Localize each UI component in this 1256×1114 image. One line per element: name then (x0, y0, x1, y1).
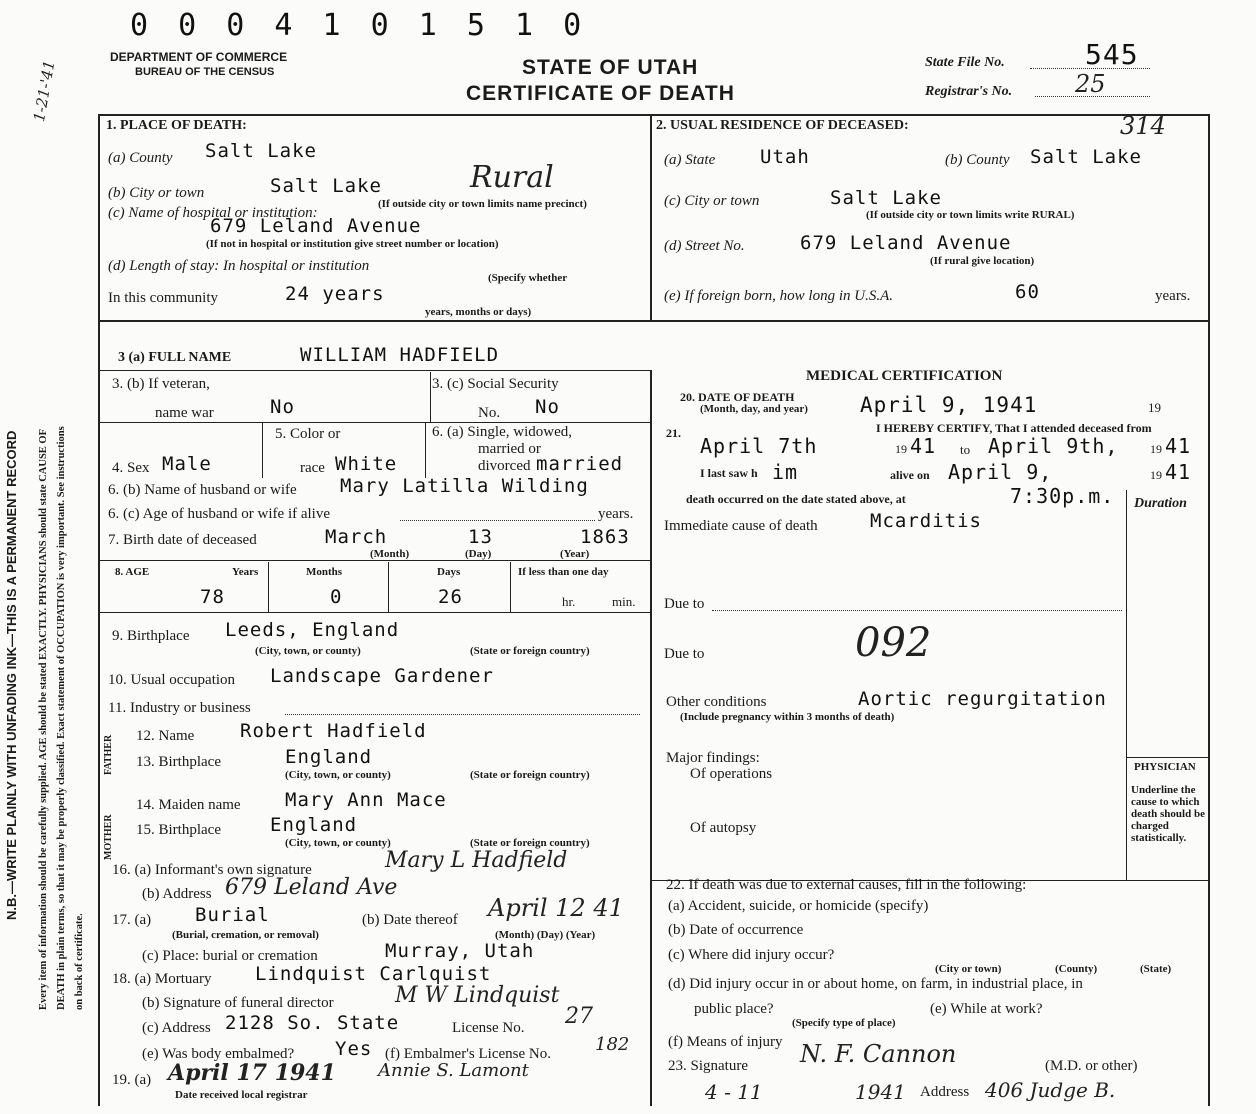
alive-on-date: April 9, (948, 460, 1053, 484)
war-label: name war (155, 405, 214, 421)
residence-number: 314 (1120, 112, 1166, 140)
industry-label: 11. Industry or business (108, 700, 251, 716)
mother-birthplace-value: England (270, 814, 358, 836)
res-state-value: Utah (760, 146, 810, 168)
age-less-header: If less than one day (518, 566, 609, 578)
burial-place-label: (c) Place: burial or cremation (142, 948, 318, 964)
name-row-divider (100, 370, 650, 371)
age-years-value: 78 (200, 586, 225, 608)
autopsy-label: Of autopsy (690, 820, 757, 836)
immediate-cause-value: Mcarditis (870, 510, 982, 532)
physician-box-label: PHYSICIAN (1134, 761, 1196, 773)
burial-date-label: (b) Date thereof (362, 912, 458, 928)
margin-instructions-3: on back of certificate. (74, 913, 85, 1010)
occupation-label: 10. Usual occupation (108, 672, 236, 688)
age-div-1 (268, 562, 269, 612)
pod-county-label: (a) County (108, 150, 173, 166)
certificate-title: CERTIFICATE OF DEATH (466, 82, 735, 105)
bp-state-note: (State or foreign country) (470, 645, 590, 657)
res-years-word: years. (1155, 288, 1191, 304)
due-to-1-line (712, 610, 1122, 611)
occurred-label: death occurred on the date stated above, at (686, 492, 906, 506)
mother-city-note: (City, town, or county) (285, 837, 391, 849)
mortuary-address-label: (c) Address (142, 1020, 211, 1036)
medical-divider (650, 370, 652, 1106)
ssn-label: 3. (c) Social Security (432, 376, 559, 392)
fullname-label: 3 (a) FULL NAME (118, 350, 232, 365)
mother-state-note: (State or foreign country) (470, 837, 590, 849)
alive-on-year: 41 (1165, 460, 1192, 484)
accident-label: (a) Accident, suicide, or homicide (specify) (668, 898, 929, 914)
cause-code: 092 (855, 620, 932, 666)
physician-box-line (1127, 757, 1208, 758)
registrar-label: Registrar's No. (925, 84, 1013, 99)
marital-label-2: married or (478, 441, 541, 457)
means-of-injury-label: (f) Means of injury (668, 1034, 783, 1050)
res-county-value: Salt Lake (1030, 146, 1142, 168)
pregnancy-note: (Include pregnancy within 3 months of death) (680, 711, 895, 723)
signature-date: 4 - 11 (705, 1080, 763, 1104)
duration-heading: Duration (1134, 496, 1187, 511)
pod-city-label: (b) City or town (108, 185, 205, 201)
burial-label: 17. (a) (112, 912, 152, 928)
county-note: (County) (1055, 963, 1098, 975)
pod-city-value: Salt Lake (270, 175, 382, 197)
embalmer-license-label: (f) Embalmer's License No. (385, 1046, 551, 1062)
while-at-work-label: (e) While at work? (930, 1001, 1043, 1017)
spouse-value: Mary Latilla Wilding (340, 475, 589, 497)
pod-specify-note: (Specify whether (488, 272, 568, 284)
spouse-age-label: 6. (c) Age of husband or wife if alive (108, 506, 331, 522)
embalmed-label: (e) Was body embalmed? (142, 1046, 295, 1062)
age-months-value: 0 (330, 586, 343, 608)
where-label: (c) Where did injury occur? (668, 947, 835, 963)
res-rural-note: (If outside city or town limits write RURAL) (866, 209, 1075, 221)
age-hr: hr. (562, 594, 576, 609)
pod-outside-note: (If outside city or town limits name precinct) (378, 198, 587, 210)
birth-month: March (325, 526, 388, 548)
alive-on-label: alive on (890, 468, 930, 482)
frame-left (98, 114, 100, 1106)
physician-address: 406 Judge B. (985, 1078, 1116, 1102)
age-min: min. (612, 594, 636, 609)
age-divider-bottom (100, 612, 650, 613)
physician-signature: N. F. Cannon (800, 1040, 957, 1068)
embalmed-value: Yes (335, 1038, 373, 1060)
residence-heading: 2. USUAL RESIDENCE OF DECEASED: (656, 118, 909, 133)
immediate-cause-label: Immediate cause of death (664, 518, 818, 534)
veteran-ssn-divider (430, 372, 431, 422)
informant-address: 679 Leland Ave (225, 875, 398, 900)
corner-note: 1-21-'41 (30, 58, 59, 124)
last-saw-label: I last saw h (700, 466, 758, 480)
father-name-value: Robert Hadfield (240, 720, 427, 742)
year-note: (Year) (560, 548, 590, 560)
license-label: License No. (452, 1020, 525, 1036)
veteran-label: 3. (b) If veteran, (112, 376, 210, 392)
embalmer-license-value: 182 (595, 1034, 630, 1055)
mother-side-label: MOTHER (103, 814, 114, 860)
veteran-value: No (270, 396, 295, 418)
age-years-header: Years (232, 566, 259, 578)
attended-to: April 9th, (988, 434, 1119, 458)
director-label: (b) Signature of funeral director (142, 995, 334, 1011)
pod-city-handwritten: Rural (470, 160, 554, 195)
informant-sig-label: 16. (a) Informant's own signature (112, 862, 312, 878)
dod-suffix: 19 (1148, 400, 1161, 415)
from-year-19: 19 (895, 442, 907, 456)
pod-ymd-note: years, months or days) (425, 306, 532, 318)
place-of-death-heading: 1. PLACE OF DEATH: (106, 118, 247, 133)
ssn-value: No (535, 396, 560, 418)
spouse-age-line (400, 520, 595, 521)
pod-hospital-value: 679 Leland Avenue (210, 215, 422, 237)
spouse-label: 6. (b) Name of husband or wife (108, 482, 297, 498)
specify-place-note: (Specify type of place) (792, 1017, 896, 1029)
res-street-label: (d) Street No. (664, 238, 745, 254)
mortuary-value: Lindquist Carlquist (255, 963, 492, 985)
res-foreign-label: (e) If foreign born, how long in U.S.A. (664, 288, 894, 304)
attended-from-year: 41 (910, 434, 937, 458)
signature-label: 23. Signature (668, 1058, 748, 1074)
father-name-label: 12. Name (136, 728, 195, 744)
alive-year-19: 19 (1150, 468, 1162, 482)
res-street-value: 679 Leland Avenue (800, 232, 1012, 254)
father-city-note: (City, town, or county) (285, 769, 391, 781)
pod-community-label: In this community (108, 290, 218, 306)
item-21: 21. (666, 426, 681, 440)
signature-year: 1941 (855, 1080, 906, 1104)
month-note: (Month) (370, 548, 410, 560)
burial-date-value: April 12 41 (488, 894, 624, 922)
operations-label: Of operations (690, 766, 773, 782)
margin-warning: N.B.—WRITE PLAINLY WITH UNFADING INK—THIS IS A PERMANENT RECORD (4, 430, 19, 920)
res-city-value: Salt Lake (830, 187, 942, 209)
res-county-label: (b) County (945, 152, 1010, 168)
bp-city-note: (City, town, or county) (255, 645, 361, 657)
mortuary-label: 18. (a) Mortuary (112, 971, 212, 987)
race-value: White (335, 453, 398, 475)
top-divider (650, 116, 652, 320)
due-to-1-label: Due to (664, 596, 705, 612)
margin-instructions-1: Every item of information should be carefully supplied. AGE should be stated EXACTLY. PHYSICIANS should state CAUSE OF (38, 429, 49, 1010)
margin-instructions-2: DEATH in plain terms, so that it may be properly classified. Exact statement of OCCUPATION is very important. See instructions (56, 426, 67, 1010)
marital-label: 6. (a) Single, widowed, (432, 424, 572, 440)
city-town-note: (City or town) (935, 963, 1002, 975)
mother-name-value: Mary Ann Mace (285, 789, 447, 811)
birthplace-label: 9. Birthplace (112, 628, 190, 644)
bureau-label: BUREAU OF THE CENSUS (135, 66, 275, 78)
day-note: (Day) (465, 548, 492, 560)
race-marital-divider (425, 422, 426, 478)
section-divider (100, 320, 1208, 322)
attended-to-year: 41 (1165, 434, 1192, 458)
duration-divider (1126, 490, 1127, 880)
spouse-age-years: years. (598, 506, 634, 522)
father-birthplace-value: England (285, 746, 373, 768)
pod-hospital-label: (c) Name of hospital or institution: (108, 205, 318, 221)
dod-label: 20. DATE OF DEATH (680, 390, 795, 404)
ssn-no-label: No. (478, 405, 501, 421)
birth-day: 13 (468, 526, 493, 548)
sex-label: 4. Sex (112, 460, 150, 476)
informant-signature: Mary L Hadfield (385, 848, 568, 873)
age-label: 8. AGE (115, 566, 150, 578)
occurrence-label: (b) Date of occurrence (668, 922, 804, 938)
pod-hospital-note: (If not in hospital or institution give street number or location) (206, 238, 499, 250)
md-label: (M.D. or other) (1045, 1058, 1138, 1074)
dod-note: (Month, day, and year) (700, 403, 808, 415)
burial-place-value: Murray, Utah (385, 940, 535, 962)
age-days-header: Days (437, 566, 461, 578)
father-birthplace-label: 13. Birthplace (136, 754, 221, 770)
informant-addr-label: (b) Address (142, 886, 212, 902)
major-findings-label: Major findings: (666, 750, 760, 766)
burial-note: (Burial, cremation, or removal) (172, 929, 319, 941)
other-conditions-label: Other conditions (666, 694, 767, 710)
age-months-header: Months (306, 566, 343, 578)
age-days-value: 26 (438, 586, 463, 608)
medical-heading: MEDICAL CERTIFICATION (806, 368, 1003, 384)
registrar-number: 25 (1075, 70, 1106, 98)
due-to-2-label: Due to (664, 646, 705, 662)
color-label: 5. Color or (275, 426, 341, 442)
state-note: (State) (1140, 963, 1172, 975)
res-state-label: (a) State (664, 152, 716, 168)
received-date: April 17 1941 (168, 1060, 336, 1086)
burial-value: Burial (195, 904, 270, 926)
age-divider-top (100, 560, 650, 561)
attended-from: April 7th (700, 434, 818, 458)
marital-value: married (536, 453, 624, 475)
veteran-divider (100, 422, 650, 423)
certify-text: I HEREBY CERTIFY, That I attended deceased from (876, 421, 1152, 435)
sex-race-divider (262, 422, 263, 478)
underline-note: Underline the cause to which death should be charged statistically. (1131, 784, 1205, 844)
birthplace-value: Leeds, England (225, 619, 400, 641)
birth-label: 7. Birth date of deceased (108, 532, 257, 548)
last-saw-value: im (772, 460, 799, 484)
dod-value: April 9, 1941 (860, 393, 1038, 417)
res-city-label: (c) City or town (664, 193, 760, 209)
department-label: DEPARTMENT OF COMMERCE (110, 50, 288, 64)
physician-address-label: Address (920, 1084, 970, 1100)
frame-right (1208, 114, 1210, 1106)
mother-name-label: 14. Maiden name (136, 797, 241, 813)
occupation-value: Landscape Gardener (270, 665, 494, 687)
burial-mdy-note: (Month) (Day) (Year) (495, 929, 596, 941)
frame-top (98, 114, 1210, 116)
father-side-label: FATHER (103, 734, 114, 775)
race-label: race (300, 460, 325, 476)
to-year-19: 19 (1150, 442, 1162, 456)
state-file-label: State File No. (925, 55, 1005, 70)
pod-stay-label: (d) Length of stay: In hospital or institution (108, 258, 370, 274)
registrar-signature: Annie S. Lamont (378, 1060, 529, 1081)
mortuary-address-value: 2128 So. State (225, 1012, 400, 1034)
industry-line (285, 714, 640, 715)
father-state-note: (State or foreign country) (470, 769, 590, 781)
state-title: STATE OF UTAH (522, 56, 699, 79)
fullname-value: WILLIAM HADFIELD (300, 344, 500, 366)
external-causes-label: 22. If death was due to external causes, fill in the following: (666, 877, 1027, 893)
pod-community-value: 24 years (285, 283, 385, 305)
pod-county-value: Salt Lake (205, 140, 317, 162)
age-div-2 (388, 562, 389, 612)
age-div-3 (510, 562, 511, 612)
received-note: Date received local registrar (175, 1089, 308, 1101)
birth-year: 1863 (580, 526, 630, 548)
home-farm-label: (d) Did injury occur in or about home, on farm, in industrial place, in (668, 976, 1083, 992)
other-conditions-value: Aortic regurgitation (858, 688, 1107, 710)
state-file-number: 545 (1085, 38, 1139, 71)
to-word: to (960, 442, 971, 457)
public-place-label: public place? (694, 1001, 774, 1017)
res-foreign-value: 60 (1015, 281, 1040, 303)
received-label: 19. (a) (112, 1072, 152, 1088)
director-signature: M W Lindquist (395, 983, 560, 1008)
sex-value: Male (162, 453, 212, 475)
license-value: 27 (565, 1004, 593, 1029)
serial-number: 0 0 0 4 1 0 1 5 1 0 (130, 8, 588, 43)
time-of-death: 7:30p.m. (1010, 484, 1115, 508)
marital-label-3: divorced (478, 458, 531, 474)
res-location-note: (If rural give location) (930, 255, 1035, 267)
mother-birthplace-label: 15. Birthplace (136, 822, 221, 838)
